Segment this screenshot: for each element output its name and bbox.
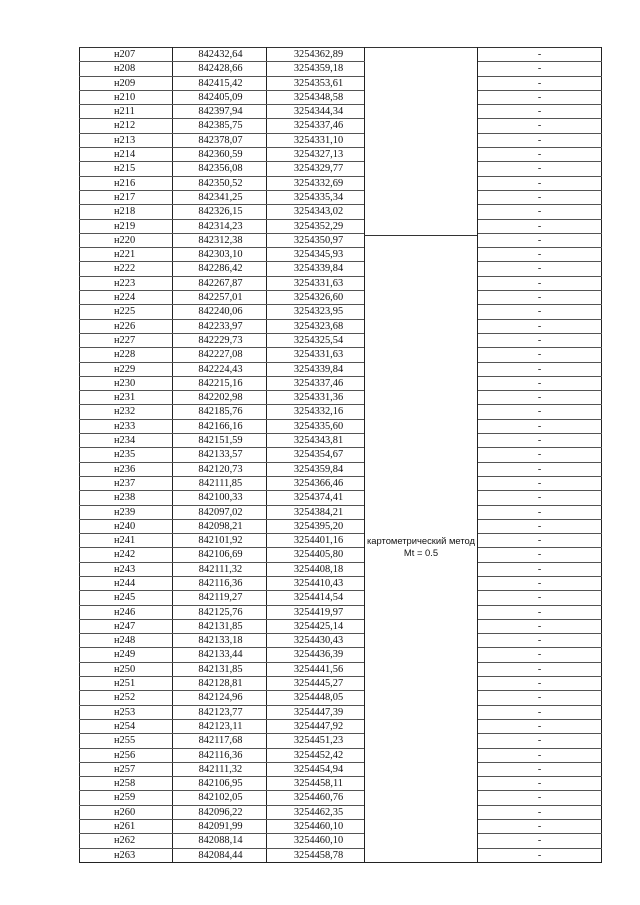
table-row bbox=[80, 576, 602, 590]
point-name-cell: н256 bbox=[80, 748, 173, 762]
y-coordinate-cell: 3254447,39 bbox=[267, 705, 365, 719]
table-row bbox=[80, 534, 602, 548]
accuracy-cell: - bbox=[478, 248, 602, 262]
x-coordinate-cell: 842097,02 bbox=[173, 505, 267, 519]
x-coordinate-cell: 842111,32 bbox=[173, 762, 267, 776]
accuracy-cell: - bbox=[478, 462, 602, 476]
table-row bbox=[80, 562, 602, 576]
accuracy-cell: - bbox=[478, 634, 602, 648]
table-row bbox=[80, 305, 602, 319]
accuracy-cell: - bbox=[478, 262, 602, 276]
y-coordinate-cell: 3254343,02 bbox=[267, 205, 365, 219]
x-coordinate-cell: 842111,32 bbox=[173, 562, 267, 576]
x-coordinate-cell: 842131,85 bbox=[173, 662, 267, 676]
x-coordinate-cell: 842286,42 bbox=[173, 262, 267, 276]
point-name-cell: н233 bbox=[80, 419, 173, 433]
point-name-cell: н245 bbox=[80, 591, 173, 605]
accuracy-cell: - bbox=[478, 276, 602, 290]
point-name-cell: н207 bbox=[80, 48, 173, 62]
point-name-cell: н210 bbox=[80, 90, 173, 104]
point-name-cell: н225 bbox=[80, 305, 173, 319]
accuracy-cell: - bbox=[478, 705, 602, 719]
accuracy-cell: - bbox=[478, 205, 602, 219]
table-row bbox=[80, 291, 602, 305]
accuracy-cell: - bbox=[478, 105, 602, 119]
accuracy-cell: - bbox=[478, 805, 602, 819]
point-name-cell: н223 bbox=[80, 276, 173, 290]
table-row bbox=[80, 519, 602, 533]
x-coordinate-cell: 842360,59 bbox=[173, 148, 267, 162]
y-coordinate-cell: 3254354,67 bbox=[267, 448, 365, 462]
table-row bbox=[80, 362, 602, 376]
accuracy-cell: - bbox=[478, 762, 602, 776]
y-coordinate-cell: 3254337,46 bbox=[267, 376, 365, 390]
accuracy-cell: - bbox=[478, 362, 602, 376]
x-coordinate-cell: 842123,77 bbox=[173, 705, 267, 719]
y-coordinate-cell: 3254335,60 bbox=[267, 419, 365, 433]
x-coordinate-cell: 842151,59 bbox=[173, 434, 267, 448]
x-coordinate-cell: 842096,22 bbox=[173, 805, 267, 819]
accuracy-cell: - bbox=[478, 48, 602, 62]
table-row bbox=[80, 76, 602, 90]
point-name-cell: н257 bbox=[80, 762, 173, 776]
point-name-cell: н249 bbox=[80, 648, 173, 662]
table-row bbox=[80, 848, 602, 862]
table-row bbox=[80, 648, 602, 662]
y-coordinate-cell: 3254331,36 bbox=[267, 391, 365, 405]
y-coordinate-cell: 3254332,16 bbox=[267, 405, 365, 419]
point-name-cell: н261 bbox=[80, 820, 173, 834]
accuracy-cell: - bbox=[478, 677, 602, 691]
x-coordinate-cell: 842133,44 bbox=[173, 648, 267, 662]
table-row bbox=[80, 276, 602, 290]
point-name-cell: н213 bbox=[80, 133, 173, 147]
point-name-cell: н217 bbox=[80, 190, 173, 204]
table-row bbox=[80, 48, 602, 62]
table-row bbox=[80, 705, 602, 719]
y-coordinate-cell: 3254353,61 bbox=[267, 76, 365, 90]
point-name-cell: н251 bbox=[80, 677, 173, 691]
y-coordinate-cell: 3254352,29 bbox=[267, 219, 365, 233]
x-coordinate-cell: 842215,16 bbox=[173, 376, 267, 390]
accuracy-cell: - bbox=[478, 519, 602, 533]
table-row bbox=[80, 119, 602, 133]
accuracy-cell: - bbox=[478, 576, 602, 590]
accuracy-cell: - bbox=[478, 777, 602, 791]
y-coordinate-cell: 3254359,18 bbox=[267, 62, 365, 76]
x-coordinate-cell: 842267,87 bbox=[173, 276, 267, 290]
table-row bbox=[80, 148, 602, 162]
point-name-cell: н240 bbox=[80, 519, 173, 533]
point-name-cell: н262 bbox=[80, 834, 173, 848]
point-name-cell: н219 bbox=[80, 219, 173, 233]
x-coordinate-cell: 842303,10 bbox=[173, 248, 267, 262]
accuracy-cell: - bbox=[478, 491, 602, 505]
x-coordinate-cell: 842133,18 bbox=[173, 634, 267, 648]
x-coordinate-cell: 842117,68 bbox=[173, 734, 267, 748]
x-coordinate-cell: 842229,73 bbox=[173, 333, 267, 347]
accuracy-cell: - bbox=[478, 162, 602, 176]
point-name-cell: н208 bbox=[80, 62, 173, 76]
accuracy-cell: - bbox=[478, 562, 602, 576]
table-row bbox=[80, 476, 602, 490]
accuracy-cell: - bbox=[478, 548, 602, 562]
table-row bbox=[80, 591, 602, 605]
y-coordinate-cell: 3254331,10 bbox=[267, 133, 365, 147]
y-coordinate-cell: 3254395,20 bbox=[267, 519, 365, 533]
accuracy-cell: - bbox=[478, 76, 602, 90]
point-name-cell: н247 bbox=[80, 619, 173, 633]
point-name-cell: н215 bbox=[80, 162, 173, 176]
x-coordinate-cell: 842233,97 bbox=[173, 319, 267, 333]
x-coordinate-cell: 842166,16 bbox=[173, 419, 267, 433]
method-cell bbox=[365, 48, 478, 863]
x-coordinate-cell: 842131,85 bbox=[173, 619, 267, 633]
y-coordinate-cell: 3254329,77 bbox=[267, 162, 365, 176]
table-row bbox=[80, 90, 602, 104]
y-coordinate-cell: 3254436,39 bbox=[267, 648, 365, 662]
point-name-cell: н246 bbox=[80, 605, 173, 619]
y-coordinate-cell: 3254419,97 bbox=[267, 605, 365, 619]
table-row bbox=[80, 233, 602, 247]
x-coordinate-cell: 842098,21 bbox=[173, 519, 267, 533]
x-coordinate-cell: 842120,73 bbox=[173, 462, 267, 476]
table-row bbox=[80, 719, 602, 733]
accuracy-cell: - bbox=[478, 176, 602, 190]
table-row bbox=[80, 762, 602, 776]
point-name-cell: н231 bbox=[80, 391, 173, 405]
y-coordinate-cell: 3254401,16 bbox=[267, 534, 365, 548]
x-coordinate-cell: 842128,81 bbox=[173, 677, 267, 691]
y-coordinate-cell: 3254343,81 bbox=[267, 434, 365, 448]
y-coordinate-cell: 3254448,05 bbox=[267, 691, 365, 705]
x-coordinate-cell: 842428,66 bbox=[173, 62, 267, 76]
table-row bbox=[80, 248, 602, 262]
y-coordinate-cell: 3254366,46 bbox=[267, 476, 365, 490]
accuracy-cell: - bbox=[478, 662, 602, 676]
x-coordinate-cell: 842084,44 bbox=[173, 848, 267, 862]
x-coordinate-cell: 842224,43 bbox=[173, 362, 267, 376]
accuracy-cell: - bbox=[478, 534, 602, 548]
point-name-cell: н218 bbox=[80, 205, 173, 219]
x-coordinate-cell: 842432,64 bbox=[173, 48, 267, 62]
method-cell-text: картометрический метод Mt = 0.5 bbox=[366, 535, 475, 558]
point-name-cell: н235 bbox=[80, 448, 173, 462]
x-coordinate-cell: 842185,76 bbox=[173, 405, 267, 419]
point-name-cell: н216 bbox=[80, 176, 173, 190]
x-coordinate-cell: 842100,33 bbox=[173, 491, 267, 505]
point-name-cell: н259 bbox=[80, 791, 173, 805]
accuracy-cell: - bbox=[478, 233, 602, 247]
accuracy-cell: - bbox=[478, 734, 602, 748]
point-name-cell: н228 bbox=[80, 348, 173, 362]
table-row bbox=[80, 448, 602, 462]
x-coordinate-cell: 842111,85 bbox=[173, 476, 267, 490]
y-coordinate-cell: 3254460,10 bbox=[267, 834, 365, 848]
x-coordinate-cell: 842314,23 bbox=[173, 219, 267, 233]
table-row bbox=[80, 777, 602, 791]
x-coordinate-cell: 842106,69 bbox=[173, 548, 267, 562]
point-name-cell: н214 bbox=[80, 148, 173, 162]
x-coordinate-cell: 842341,25 bbox=[173, 190, 267, 204]
point-name-cell: н254 bbox=[80, 719, 173, 733]
x-coordinate-cell: 842356,08 bbox=[173, 162, 267, 176]
y-coordinate-cell: 3254458,78 bbox=[267, 848, 365, 862]
x-coordinate-cell: 842257,01 bbox=[173, 291, 267, 305]
table-row bbox=[80, 505, 602, 519]
table-row bbox=[80, 419, 602, 433]
table-row bbox=[80, 205, 602, 219]
y-coordinate-cell: 3254460,10 bbox=[267, 820, 365, 834]
accuracy-cell: - bbox=[478, 834, 602, 848]
point-name-cell: н224 bbox=[80, 291, 173, 305]
accuracy-cell: - bbox=[478, 448, 602, 462]
point-name-cell: н238 bbox=[80, 491, 173, 505]
table-row bbox=[80, 548, 602, 562]
point-name-cell: н211 bbox=[80, 105, 173, 119]
table-row bbox=[80, 691, 602, 705]
table-row bbox=[80, 262, 602, 276]
table-row bbox=[80, 619, 602, 633]
y-coordinate-cell: 3254344,34 bbox=[267, 105, 365, 119]
accuracy-cell: - bbox=[478, 748, 602, 762]
table-row bbox=[80, 677, 602, 691]
x-coordinate-cell: 842106,95 bbox=[173, 777, 267, 791]
y-coordinate-cell: 3254325,54 bbox=[267, 333, 365, 347]
point-name-cell: н239 bbox=[80, 505, 173, 519]
accuracy-cell: - bbox=[478, 376, 602, 390]
y-coordinate-cell: 3254362,89 bbox=[267, 48, 365, 62]
y-coordinate-cell: 3254414,54 bbox=[267, 591, 365, 605]
y-coordinate-cell: 3254454,94 bbox=[267, 762, 365, 776]
table-row bbox=[80, 748, 602, 762]
x-coordinate-cell: 842091,99 bbox=[173, 820, 267, 834]
table-row bbox=[80, 376, 602, 390]
x-coordinate-cell: 842405,09 bbox=[173, 90, 267, 104]
coordinates-table bbox=[79, 47, 602, 863]
point-name-cell: н248 bbox=[80, 634, 173, 648]
table-row bbox=[80, 734, 602, 748]
y-coordinate-cell: 3254462,35 bbox=[267, 805, 365, 819]
accuracy-cell: - bbox=[478, 848, 602, 862]
table-row bbox=[80, 333, 602, 347]
accuracy-cell: - bbox=[478, 190, 602, 204]
y-coordinate-cell: 3254331,63 bbox=[267, 276, 365, 290]
y-coordinate-cell: 3254384,21 bbox=[267, 505, 365, 519]
table-row bbox=[80, 133, 602, 147]
y-coordinate-cell: 3254447,92 bbox=[267, 719, 365, 733]
y-coordinate-cell: 3254350,97 bbox=[267, 233, 365, 247]
y-coordinate-cell: 3254323,68 bbox=[267, 319, 365, 333]
accuracy-cell: - bbox=[478, 719, 602, 733]
accuracy-cell: - bbox=[478, 820, 602, 834]
point-name-cell: н230 bbox=[80, 376, 173, 390]
x-coordinate-cell: 842415,42 bbox=[173, 76, 267, 90]
point-name-cell: н227 bbox=[80, 333, 173, 347]
y-coordinate-cell: 3254430,43 bbox=[267, 634, 365, 648]
accuracy-cell: - bbox=[478, 476, 602, 490]
accuracy-cell: - bbox=[478, 119, 602, 133]
y-coordinate-cell: 3254327,13 bbox=[267, 148, 365, 162]
table-row bbox=[80, 791, 602, 805]
y-coordinate-cell: 3254374,41 bbox=[267, 491, 365, 505]
x-coordinate-cell: 842124,96 bbox=[173, 691, 267, 705]
table-row bbox=[80, 105, 602, 119]
accuracy-cell: - bbox=[478, 434, 602, 448]
accuracy-cell: - bbox=[478, 333, 602, 347]
x-coordinate-cell: 842133,57 bbox=[173, 448, 267, 462]
accuracy-cell: - bbox=[478, 405, 602, 419]
accuracy-cell: - bbox=[478, 391, 602, 405]
y-coordinate-cell: 3254441,56 bbox=[267, 662, 365, 676]
x-coordinate-cell: 842378,07 bbox=[173, 133, 267, 147]
point-name-cell: н220 bbox=[80, 233, 173, 247]
x-coordinate-cell: 842240,06 bbox=[173, 305, 267, 319]
x-coordinate-cell: 842102,05 bbox=[173, 791, 267, 805]
point-name-cell: н250 bbox=[80, 662, 173, 676]
point-name-cell: н252 bbox=[80, 691, 173, 705]
x-coordinate-cell: 842350,52 bbox=[173, 176, 267, 190]
accuracy-cell: - bbox=[478, 419, 602, 433]
y-coordinate-cell: 3254425,14 bbox=[267, 619, 365, 633]
point-name-cell: н237 bbox=[80, 476, 173, 490]
y-coordinate-cell: 3254458,11 bbox=[267, 777, 365, 791]
y-coordinate-cell: 3254331,63 bbox=[267, 348, 365, 362]
accuracy-cell: - bbox=[478, 791, 602, 805]
y-coordinate-cell: 3254337,46 bbox=[267, 119, 365, 133]
y-coordinate-cell: 3254451,23 bbox=[267, 734, 365, 748]
table-row bbox=[80, 834, 602, 848]
point-name-cell: н253 bbox=[80, 705, 173, 719]
y-coordinate-cell: 3254332,69 bbox=[267, 176, 365, 190]
accuracy-cell: - bbox=[478, 319, 602, 333]
table-row bbox=[80, 162, 602, 176]
x-coordinate-cell: 842125,76 bbox=[173, 605, 267, 619]
accuracy-cell: - bbox=[478, 348, 602, 362]
point-name-cell: н221 bbox=[80, 248, 173, 262]
table-row bbox=[80, 319, 602, 333]
x-coordinate-cell: 842119,27 bbox=[173, 591, 267, 605]
x-coordinate-cell: 842202,98 bbox=[173, 391, 267, 405]
y-coordinate-cell: 3254452,42 bbox=[267, 748, 365, 762]
x-coordinate-cell: 842227,08 bbox=[173, 348, 267, 362]
x-coordinate-cell: 842101,92 bbox=[173, 534, 267, 548]
accuracy-cell: - bbox=[478, 219, 602, 233]
point-name-cell: н244 bbox=[80, 576, 173, 590]
point-name-cell: н260 bbox=[80, 805, 173, 819]
x-coordinate-cell: 842088,14 bbox=[173, 834, 267, 848]
table-row bbox=[80, 434, 602, 448]
coordinates-table-body bbox=[80, 48, 602, 863]
y-coordinate-cell: 3254359,84 bbox=[267, 462, 365, 476]
x-coordinate-cell: 842385,75 bbox=[173, 119, 267, 133]
table-row bbox=[80, 491, 602, 505]
accuracy-cell: - bbox=[478, 305, 602, 319]
accuracy-cell: - bbox=[478, 291, 602, 305]
table-row bbox=[80, 662, 602, 676]
table-row bbox=[80, 391, 602, 405]
x-coordinate-cell: 842312,38 bbox=[173, 233, 267, 247]
x-coordinate-cell: 842397,94 bbox=[173, 105, 267, 119]
point-name-cell: н243 bbox=[80, 562, 173, 576]
x-coordinate-cell: 842123,11 bbox=[173, 719, 267, 733]
y-coordinate-cell: 3254335,34 bbox=[267, 190, 365, 204]
method-cell-divider bbox=[364, 235, 477, 236]
x-coordinate-cell: 842326,15 bbox=[173, 205, 267, 219]
table-row bbox=[80, 605, 602, 619]
y-coordinate-cell: 3254345,93 bbox=[267, 248, 365, 262]
table-row bbox=[80, 62, 602, 76]
y-coordinate-cell: 3254348,58 bbox=[267, 90, 365, 104]
accuracy-cell: - bbox=[478, 605, 602, 619]
point-name-cell: н229 bbox=[80, 362, 173, 376]
y-coordinate-cell: 3254410,43 bbox=[267, 576, 365, 590]
point-name-cell: н242 bbox=[80, 548, 173, 562]
accuracy-cell: - bbox=[478, 62, 602, 76]
point-name-cell: н226 bbox=[80, 319, 173, 333]
point-name-cell: н255 bbox=[80, 734, 173, 748]
table-row bbox=[80, 805, 602, 819]
accuracy-cell: - bbox=[478, 505, 602, 519]
table-row bbox=[80, 190, 602, 204]
point-name-cell: н241 bbox=[80, 534, 173, 548]
table-row bbox=[80, 348, 602, 362]
y-coordinate-cell: 3254339,84 bbox=[267, 362, 365, 376]
accuracy-cell: - bbox=[478, 133, 602, 147]
y-coordinate-cell: 3254408,18 bbox=[267, 562, 365, 576]
point-name-cell: н236 bbox=[80, 462, 173, 476]
y-coordinate-cell: 3254460,76 bbox=[267, 791, 365, 805]
accuracy-cell: - bbox=[478, 90, 602, 104]
table-row bbox=[80, 462, 602, 476]
table-row bbox=[80, 634, 602, 648]
y-coordinate-cell: 3254326,60 bbox=[267, 291, 365, 305]
point-name-cell: н234 bbox=[80, 434, 173, 448]
point-name-cell: н263 bbox=[80, 848, 173, 862]
point-name-cell: н209 bbox=[80, 76, 173, 90]
accuracy-cell: - bbox=[478, 148, 602, 162]
table-row bbox=[80, 820, 602, 834]
accuracy-cell: - bbox=[478, 591, 602, 605]
point-name-cell: н258 bbox=[80, 777, 173, 791]
point-name-cell: н222 bbox=[80, 262, 173, 276]
accuracy-cell: - bbox=[478, 648, 602, 662]
y-coordinate-cell: 3254323,95 bbox=[267, 305, 365, 319]
table-row bbox=[80, 219, 602, 233]
x-coordinate-cell: 842116,36 bbox=[173, 748, 267, 762]
y-coordinate-cell: 3254445,27 bbox=[267, 677, 365, 691]
accuracy-cell: - bbox=[478, 619, 602, 633]
table-row bbox=[80, 405, 602, 419]
table-row bbox=[80, 176, 602, 190]
point-name-cell: н232 bbox=[80, 405, 173, 419]
y-coordinate-cell: 3254339,84 bbox=[267, 262, 365, 276]
y-coordinate-cell: 3254405,80 bbox=[267, 548, 365, 562]
x-coordinate-cell: 842116,36 bbox=[173, 576, 267, 590]
point-name-cell: н212 bbox=[80, 119, 173, 133]
accuracy-cell: - bbox=[478, 691, 602, 705]
